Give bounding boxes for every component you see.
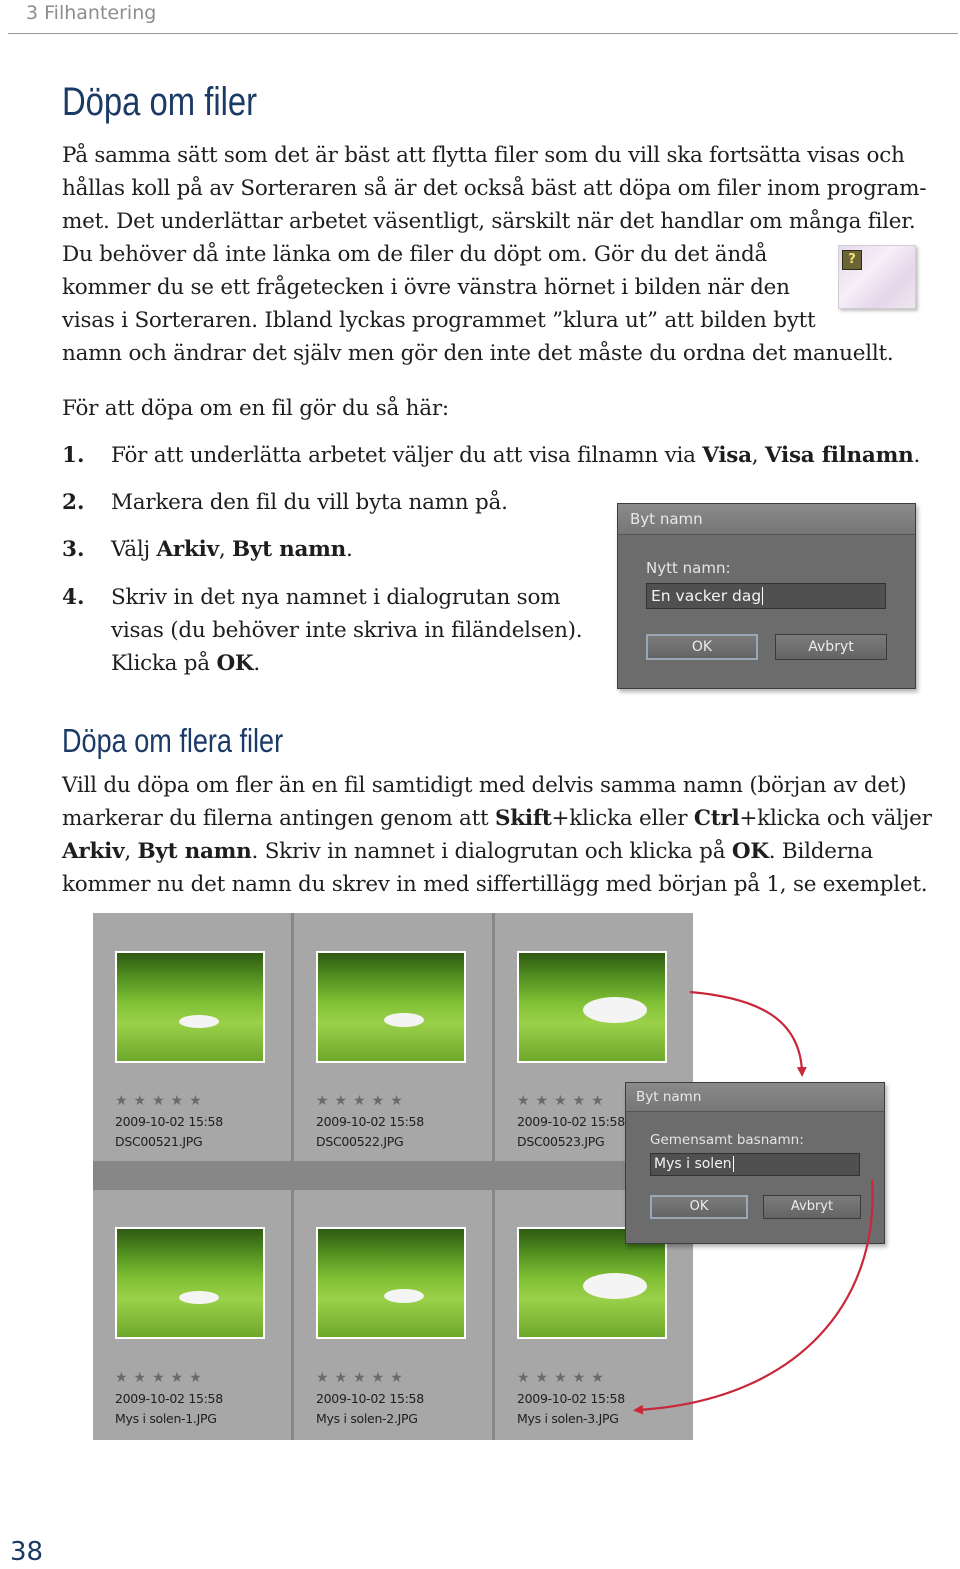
step-2-text: Markera den fil du vill byta namn på. — [111, 490, 508, 515]
thumbnail-date: 2009-10-02 15:58 — [316, 1391, 424, 1406]
paragraph-line: namn och ändrar det själv men gör den inte det måste du ordna det manuellt. — [62, 341, 894, 366]
cancel-button[interactable]: Avbryt — [775, 634, 887, 660]
thumbnail-filename: DSC00523.JPG — [517, 1134, 605, 1149]
thumbnail-filename: Mys i solen-3.JPG — [517, 1411, 619, 1426]
thumbnail-date: 2009-10-02 15:58 — [517, 1114, 625, 1129]
step-4-line: Klicka på OK. — [111, 651, 260, 676]
step-3-text: Välj Arkiv, Byt namn. — [111, 537, 353, 562]
thumbnail-date: 2009-10-02 15:58 — [115, 1114, 223, 1129]
thumbnail-filename: Mys i solen-2.JPG — [316, 1411, 418, 1426]
steps-intro: För att döpa om en fil gör du så här: — [62, 396, 449, 421]
rating-stars[interactable]: ★★★★★ — [115, 1093, 208, 1109]
arrow-to-renamed — [638, 1180, 873, 1410]
thumbnail-date: 2009-10-02 15:58 — [517, 1391, 625, 1406]
step-number: 3. — [62, 537, 85, 562]
step-1-text: För att underlätta arbetet väljer du att visa filnamn via Visa, Visa filnamn. — [111, 443, 921, 468]
chapter-header: 3 Filhantering — [26, 2, 157, 24]
ok-button[interactable]: OK — [650, 1195, 748, 1219]
step-number: 4. — [62, 585, 85, 610]
rating-stars[interactable]: ★★★★★ — [316, 1093, 409, 1109]
section-heading-rename-multiple: Döpa om flera filer — [62, 722, 284, 759]
thumbnail-filename: Mys i solen-1.JPG — [115, 1411, 217, 1426]
rating-stars[interactable]: ★★★★★ — [115, 1370, 208, 1386]
question-mark-icon: ? — [842, 250, 862, 270]
step-4-line: visas (du behöver inte skriva in filändelsen). — [111, 618, 583, 643]
new-name-label: Nytt namn: — [646, 559, 731, 577]
base-name-input[interactable]: Mys i solen — [650, 1153, 860, 1176]
rating-stars[interactable]: ★★★★★ — [517, 1093, 610, 1109]
cancel-button[interactable]: Avbryt — [763, 1195, 861, 1219]
thumbnail-filename: DSC00521.JPG — [115, 1134, 203, 1149]
dialog-title: Byt namn — [626, 1083, 884, 1112]
paragraph-line: På samma sätt som det är bäst att flytta filer som du vill ska fortsätta visas och — [62, 143, 905, 168]
step-number: 2. — [62, 490, 85, 515]
arrow-to-dialog — [690, 992, 802, 1072]
paragraph-line: visas i Sorteraren. Ibland lyckas programmet ”klura ut” att bilden bytt — [62, 308, 816, 333]
base-name-label: Gemensamt basnamn: — [650, 1132, 804, 1148]
thumbnail-date: 2009-10-02 15:58 — [316, 1114, 424, 1129]
paragraph-line: markerar du filerna antingen genom att Skift+klicka eller Ctrl+klicka och väljer — [62, 806, 932, 831]
thumbnail-filename: DSC00522.JPG — [316, 1134, 404, 1149]
paragraph-line: hållas koll på av Sorteraren så är det också bäst att döpa om filer inom program- — [62, 176, 927, 201]
paragraph-line: met. Det underlättar arbetet väsentligt, särskilt när det handlar om många filer. — [62, 209, 916, 234]
rating-stars[interactable]: ★★★★★ — [517, 1370, 610, 1386]
paragraph-line: Vill du döpa om fler än en fil samtidigt med delvis samma namn (början av det) — [62, 773, 907, 798]
step-number: 1. — [62, 443, 85, 468]
dialog-title: Byt namn — [618, 504, 915, 535]
paragraph-line: kommer nu det namn du skrev in med siffertillägg med början på 1, se exemplet. — [62, 872, 928, 897]
thumbnail-date: 2009-10-02 15:58 — [115, 1391, 223, 1406]
rating-stars[interactable]: ★★★★★ — [316, 1370, 409, 1386]
section-heading-rename-file: Döpa om filer — [62, 80, 258, 124]
page-number: 38 — [10, 1537, 44, 1567]
paragraph-line: kommer du se ett frågetecken i övre vänstra hörnet i bilden när den — [62, 275, 790, 300]
new-name-input[interactable]: En vacker dag — [646, 583, 886, 609]
step-4-line: Skriv in det nya namnet i dialogrutan som — [111, 585, 561, 610]
ok-button[interactable]: OK — [646, 634, 758, 660]
paragraph-line: Arkiv, Byt namn. Skriv in namnet i dialogrutan och klicka på OK. Bilderna — [62, 839, 873, 864]
paragraph-line: Du behöver då inte länka om de filer du döpt om. Gör du det ändå — [62, 242, 768, 267]
